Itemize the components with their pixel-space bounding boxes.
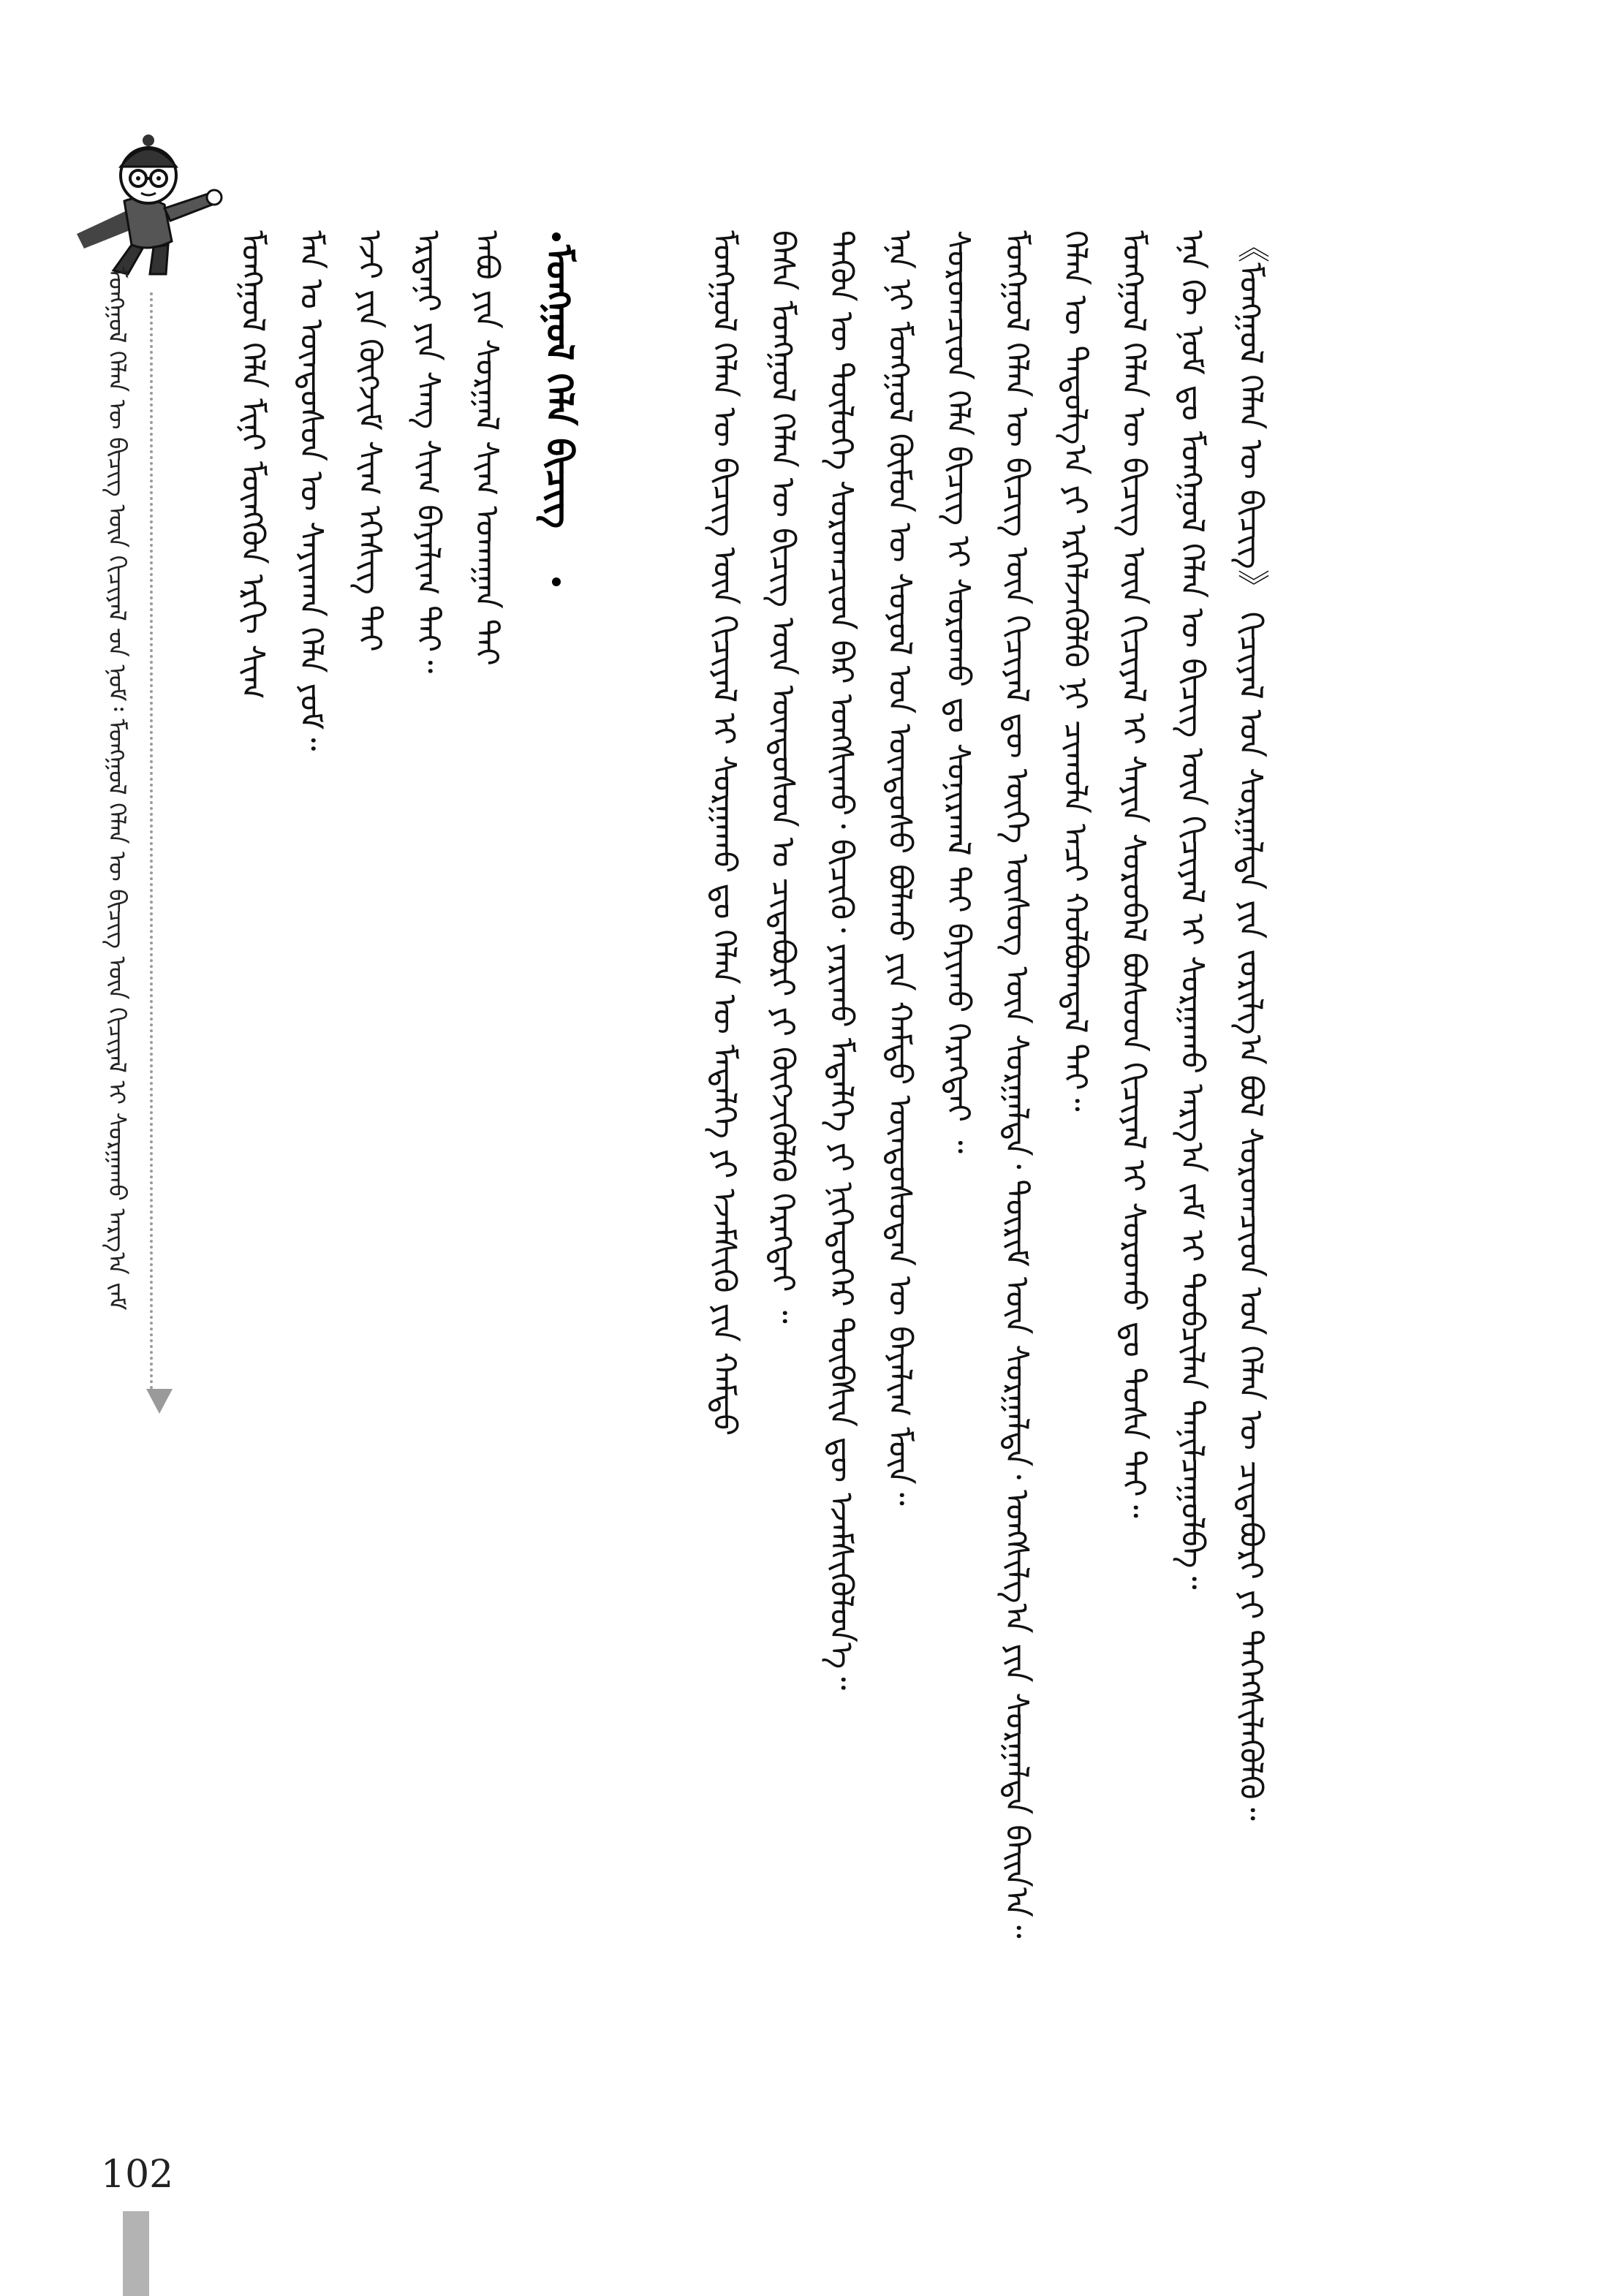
- prose-line: ᠮᠣᠩᠭᠣᠯ ᠬᠡᠯᠡᠨ ᠦ ᠪᠢᠴᠢᠭ᠌ ᠦᠨ ᠬᠢᠴᠢᠶᠡᠯ ᠢ ᠰᠠᠶᠢᠨ ᠰᠤᠷᠤᠪᠠᠯ ᠪᠤᠰᠤᠳ ᠬᠢᠴᠢᠶᠡᠯ ᠢ ᠰᠤᠷᠤᠬᠤ ᠳᠤ ᠳᠤᠰᠠ ᠲᠠᠢ᠃: [1115, 230, 1152, 1518]
- prose-line: ᠲᠡᠭᠦᠨ ᠦ ᠲᠥᠯᠦᠭᠡ ᠰᠤᠷᠤᠭᠴᠢᠳ ᠪᠠᠷ ᠤᠩᠰᠢᠬᠤ᠂ ᠪᠢᠴᠢᠬᠦ᠂ ᠶᠠᠷᠢᠬᠤ ᠮᠡᠳᠡᠯᠭᠡ ᠶᠢ ᠨᠢᠭᠡᠳᠦᠭᠡᠷ ᠲᠦᠪᠰᠢᠨ ᠳᠦ ᠡᠵᠡᠮᠰᠢᠭᠦᠯᠦᠨ᠎ᠡ᠃: [822, 230, 860, 1691]
- prose-line: ᠰᠤᠷᠤᠭᠴᠢᠳ ᠬᠡᠯᠡ ᠪᠢᠴᠢᠭ᠌ ᠢ ᠰᠤᠷᠤᠬᠤ ᠳᠤ ᠰᠣᠨᠢᠷᠬᠠᠯ ᠲᠠᠢ ᠪᠠᠶᠢᠬᠤ ᠬᠡᠷᠡᠭᠲᠡᠢ ᠃: [939, 230, 977, 1154]
- heading-bullet-icon: [552, 577, 561, 586]
- heading-bullet-icon: [552, 232, 561, 241]
- page-number: 102: [101, 2153, 174, 2197]
- prose-line: ᠡᠨᠡ ᠬᠦ ᠨᠤᠮ ᠳᠤ ᠮᠣᠩᠭᠣᠯ ᠬᠡᠯᠡᠨ ᠦ ᠪᠢᠴᠢᠭ᠌ ᠦᠨ ᠬᠢᠴᠢᠶᠡᠯ ᠢ ᠰᠤᠷᠭᠠᠬᠤ ᠠᠷᠭ᠎ᠠ ᠵᠠᠮ ᠢ ᠲᠣᠪᠴᠢᠯᠠᠨ ᠲᠠᠨᠢᠯᠴᠠᠭᠤᠯᠪᠠ᠃: [1173, 230, 1211, 1590]
- flying-boy-mascot-icon: [62, 124, 238, 281]
- section-heading: ᠮᠣᠩᠭᠣᠯ ᠬᠡᠯᠡ ᠪᠢᠴᠢᠭ᠌: [538, 245, 580, 529]
- prose-line: ᠮᠣᠩᠭᠣᠯ ᠬᠡᠯᠡᠨ ᠦ ᠪᠢᠴᠢᠭ᠌ ᠦᠨ ᠬᠢᠴᠢᠶᠡᠯ ᠳᠦ ᠦᠭᠡ ᠦᠰᠦᠭ ᠦᠨ ᠰᠤᠷᠭᠠᠯᠲᠠ᠂ ᠳᠦᠷᠢᠮ ᠦᠨ ᠰᠤᠷᠭᠠᠯᠲᠠ᠂ ᠤᠩᠰᠢᠯᠭ᠎ᠠ ᠶᠢᠨ ᠰᠤᠷᠭᠠᠯᠲᠠ ᠪᠠᠢᠨ᠎ᠠ᠃: [998, 230, 1035, 1939]
- poem-line: ᠡᠵᠢ ᠶᠢᠨ ᠬᠥᠭᠵᠢᠮ ᠰᠢᠭ᠋ ᠡᠭᠡᠰᠢᠭ ᠲᠡᠢ: [351, 230, 388, 652]
- poem-block: [223, 230, 508, 2182]
- prose-line: 《ᠮᠣᠩᠭᠣᠯ ᠬᠡᠯᠡᠨ ᠦ ᠪᠢᠴᠢᠭ᠌》 ᠬᠢᠴᠢᠶᠡᠯ ᠤᠨ ᠰᠤᠷᠭᠠᠯᠲᠠ ᠶᠢᠨ ᠵᠣᠷᠢᠯᠭ᠎ᠠ ᠪᠣᠯ ᠰᠤᠷᠤᠭᠴᠢᠳ ᠤᠨ ᠬᠡᠯᠡᠨ ᠦ ᠴᠢᠳᠠᠪᠤᠷᠢ ᠶᠢ ᠳᠡᠭᠡᠭᠰᠢᠯᠡᠭᠦᠯᠬᠦ᠃: [1232, 230, 1269, 1821]
- prose-line: ᠡᠨᠡ ᠨᠢ ᠮᠣᠩᠭᠣᠯ ᠬᠦᠮᠦᠨ ᠦ ᠰᠣᠶᠤᠯ ᠤᠨ ᠦᠨᠳᠦᠰᠦ ᠪᠣᠯᠬᠤ ᠶᠢᠨ ᠬᠠᠮᠲᠤ ᠦᠨᠳᠦᠰᠦᠲᠡᠨ ᠦ ᠪᠠᠶᠠᠯᠢᠭ ᠮᠥᠨ᠃: [881, 230, 918, 1506]
- prose-line: ᠮᠣᠩᠭᠣᠯ ᠬᠡᠯᠡᠨ ᠦ ᠪᠢᠴᠢᠭ᠌ ᠦᠨ ᠬᠢᠴᠢᠶᠡᠯ ᠢ ᠰᠤᠷᠭᠠᠬᠤ ᠳᠤ ᠬᠡᠯᠡᠨ ᠦ ᠮᠡᠳᠡᠯᠭᠡ ᠶᠢ ᠡᠵᠡᠮᠰᠢᠬᠦ ᠶᠢᠨ ᠬᠠᠮᠲᠤ: [705, 230, 743, 1436]
- dotted-divider: [150, 292, 153, 1396]
- prose-block: [695, 230, 1433, 2189]
- poem-line: ᠮᠠᠨ ᠤ ᠦᠨᠳᠦᠰᠦᠨ ᠦ ᠰᠠᠶᠢᠬᠠᠨ ᠬᠡᠯᠡ ᠶᠤᠮ᠃: [292, 230, 330, 751]
- running-header: ᠮᠣᠩᠭᠣᠯ ᠬᠡᠯᠡᠨ ᠦ ᠪᠢᠴᠢᠭ᠌ ᠦᠨ ᠬᠢᠴᠢᠶᠡᠯ ᠊ᠤᠨ ᠨᠣᠮ᠄ ᠮᠣᠩᠭᠣᠯ ᠬᠡᠯᠡᠨ ᠦ ᠪᠢᠴᠢᠭ᠌ ᠦᠨ ᠬᠢᠴᠢᠶᠡᠯ ᠢ ᠰᠤᠷᠭᠠᠬᠤ ᠠᠷᠭ᠎ᠠ ᠵᠠᠮ: [103, 267, 132, 1311]
- triangle-marker-icon: [146, 1389, 173, 1414]
- prose-line: ᠪᠠᠰᠠ ᠮᠣᠩᠭᠣᠯ ᠬᠡᠯᠡᠨ ᠦ ᠪᠢᠴᠢᠭ᠌ ᠦᠨ ᠦᠨᠳᠦᠰᠦᠨ ᠤ ᠴᠢᠳᠠᠪᠤᠷᠢ ᠶᠢ ᠬᠥᠭᠵᠢᠭᠦᠯᠬᠦ ᠬᠡᠷᠡᠭᠲᠡᠢ ᠃: [764, 230, 801, 1324]
- poem-line: ᠡᠷᠳᠡᠨᠢ ᠶᠢᠨ ᠰᠠᠩ ᠰᠢᠭ᠋ ᠪᠠᠶᠠᠯᠢᠭ ᠲᠠᠢ᠃: [409, 230, 447, 674]
- page-edge-tab: [123, 2211, 149, 2296]
- poem-line: ᠮᠣᠩᠭᠣᠯ ᠬᠡᠯᠡ ᠮᠢᠨᠢ ᠮᠥᠩᠭᠥᠨ ᠡᠷᠬᠢ ᠰᠢᠭ᠋: [234, 230, 271, 700]
- poem-line: ᠠᠪᠤ ᠶᠢᠨ ᠰᠤᠷᠭᠠᠯ ᠰᠢᠭ᠋ ᠤᠬᠠᠭᠠᠨ ᠲᠠᠢ: [468, 230, 505, 666]
- prose-line: ᠬᠡᠯᠡᠨ ᠦ ᠳᠠᠳᠤᠯᠭ᠎ᠠ ᠶᠢ ᠡᠷᠭᠡᠯᠵᠡᠭᠦᠯᠬᠦ ᠨᠢ ᠴᠢᠬᠤᠯᠠ ᠠᠴᠢ ᠬᠣᠯᠪᠣᠭᠳᠠᠯ ᠲᠠᠢ᠃: [1056, 230, 1094, 1112]
